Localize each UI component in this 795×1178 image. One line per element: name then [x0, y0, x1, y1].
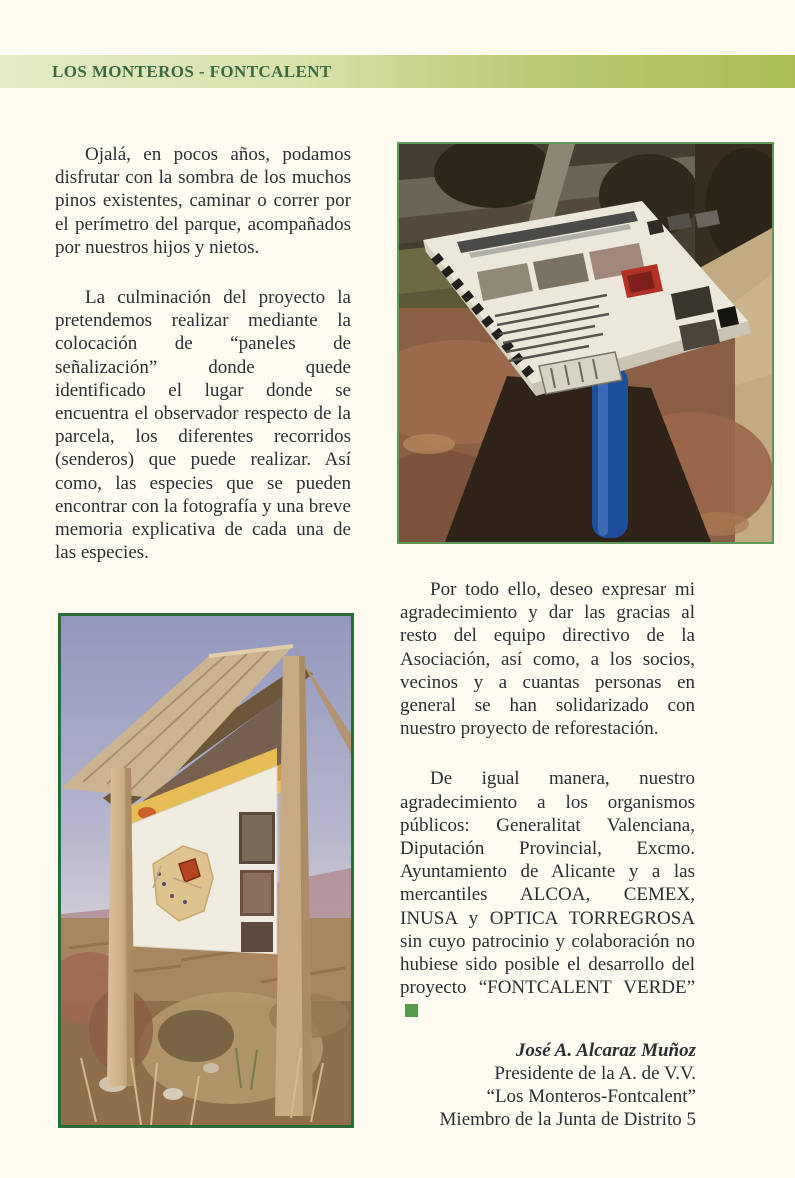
left-text-column — [55, 143, 351, 591]
photo-wooden-noticeboard-graphic — [61, 616, 351, 1125]
paragraph: La culminación del proyecto la pretendemos realizar mediante la colocación de “paneles de señalización” donde quede identificado el lugar donde se encuentra el observador respecto de la parcela, los diferentes recorridos (senderos) que puede realizar. Así como, las especies que se pueden encontrar con la fotografía y una breve memoria explicativa de cada una de las especies. — [55, 287, 351, 564]
right-text-column — [400, 578, 695, 1050]
signature-membership: Miembro de la Junta de Distrito 5 — [439, 1109, 696, 1130]
end-of-article-marker-icon — [405, 1004, 418, 1017]
paragraph: Por todo ello, deseo expresar mi agradecimiento y dar las gracias al resto del equipo directivo de la Asociación, así como, a los socios, vecinos y a cuantas personas en general se han solidarizado con nuestro proyecto de reforestación. — [400, 579, 695, 740]
section-header-bar — [0, 55, 795, 88]
signature-block — [380, 1039, 696, 1131]
paragraph: De igual manera, nuestro agradecimiento a los organismos públicos: Generalitat Valenciana, Diputación Provincial, Excmo. Ayuntamiento de Alicante y a las mercantiles ALCOA, CEMEX, INUSA y OPTICA TORREGROSA sin cuyo patrocinio y colaboración no hubiese sido posible el desarrollo del proyecto “FONTCALENT VERDE” — [400, 767, 695, 1022]
map-panel-thumbnails — [239, 812, 275, 952]
photo-wooden-noticeboard — [58, 613, 354, 1128]
paragraph: Ojalá, en pocos años, podamos disfrutar con la sombra de los muchos pinos existentes, caminar o correr por el perímetro del parque, acompañados por nuestros hijos y nietos. — [55, 144, 351, 258]
section-title: LOS MONTEROS - FONTCALENT — [52, 61, 332, 81]
signature-role: Presidente de la A. de V.V. — [494, 1063, 696, 1084]
signature-name: José A. Alcaraz Muñoz — [515, 1040, 696, 1061]
photo-signboard-lectern — [397, 142, 774, 544]
photo-signboard-lectern-graphic — [399, 144, 772, 542]
blue-post — [592, 366, 628, 538]
signature-association: “Los Monteros-Fontcalent” — [486, 1086, 696, 1107]
